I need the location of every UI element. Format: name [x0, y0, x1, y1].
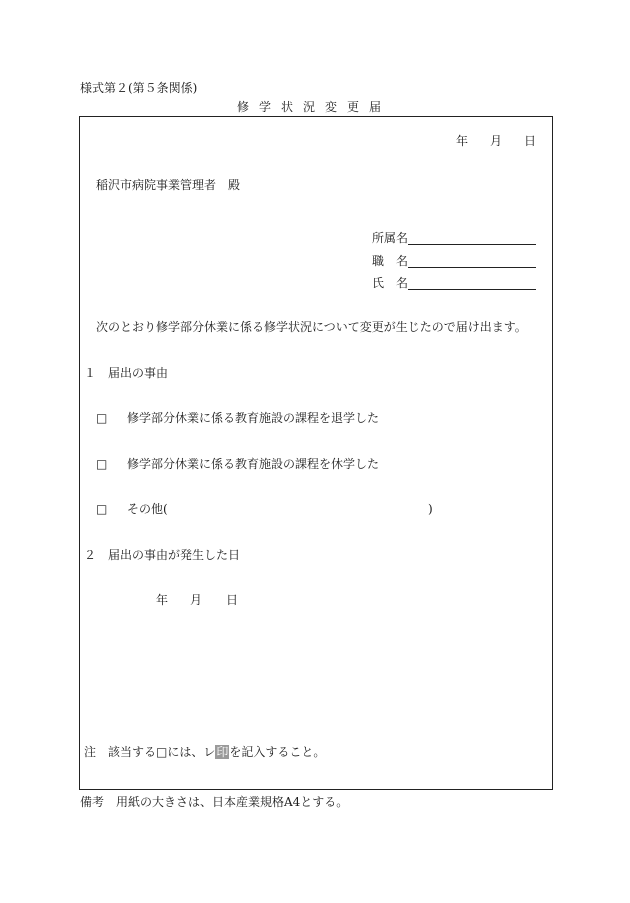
- occurrence-month-label: 月: [190, 593, 203, 607]
- intro-text: 次のとおり修学部分休業に係る修学状況について変更が生じたので届け出ます。: [96, 320, 527, 334]
- occurrence-day-label: 日: [226, 593, 239, 607]
- affiliation-field[interactable]: [408, 244, 536, 245]
- name-label: 氏 名: [372, 276, 409, 290]
- form-label: 様式第２(第５条関係): [80, 81, 198, 95]
- date-year-label: 年: [456, 134, 469, 148]
- affiliation-label: 所属名: [372, 231, 409, 245]
- addressee: 稲沢市病院事業管理者 殿: [96, 178, 241, 192]
- position-field[interactable]: [408, 267, 536, 268]
- occurrence-year-label: 年: [156, 593, 169, 607]
- note: [84, 746, 325, 758]
- checkbox-icon[interactable]: □: [96, 502, 108, 516]
- option-other[interactable]: [96, 503, 168, 515]
- name-field[interactable]: [408, 289, 536, 290]
- position-label: 職 名: [372, 254, 409, 268]
- section1-heading: １ 届出の事由: [84, 366, 169, 380]
- form-box: [79, 116, 553, 790]
- section2-heading: ２ 届出の事由が発生した日: [84, 548, 241, 562]
- document-title: 修学状況変更届: [237, 100, 392, 114]
- option-text: その他(: [127, 502, 168, 516]
- date-month-label: 月: [490, 134, 503, 148]
- note-prefix: 注 該当する□には、レ: [84, 745, 216, 759]
- note-suffix: を記入すること。: [229, 745, 326, 759]
- remarks: 備考 用紙の大きさは、日本産業規格A4とする。: [80, 795, 349, 809]
- note-highlighted-mark: 印: [216, 745, 229, 759]
- option-text: 修学部分休業に係る教育施設の課程を退学した: [127, 411, 380, 425]
- option-withdrawal[interactable]: [96, 412, 379, 424]
- other-close-paren: ): [428, 502, 433, 516]
- option-leave[interactable]: [96, 458, 379, 470]
- checkbox-icon[interactable]: □: [96, 411, 108, 425]
- date-day-label: 日: [524, 134, 537, 148]
- option-text: 修学部分休業に係る教育施設の課程を休学した: [127, 457, 380, 471]
- checkbox-icon[interactable]: □: [96, 457, 108, 471]
